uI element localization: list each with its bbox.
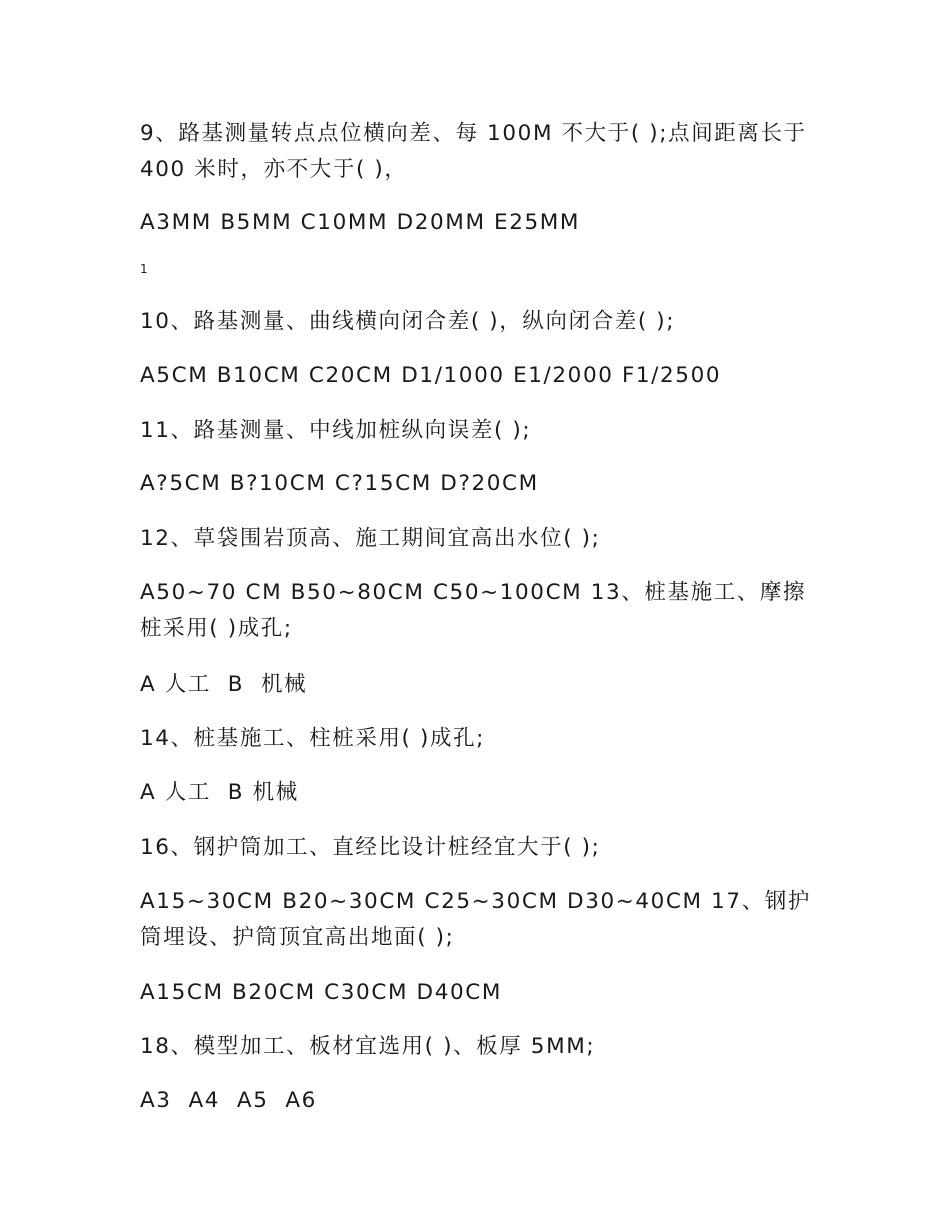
answer-options-16-question-17: A15~30CM B20~30CM C25~30CM D30~40CM 17、钢护筒埋设、护筒顶宜高出地面( ); [140, 889, 811, 950]
question-18: 18、模型加工、板材宜选用( )、板厚 5MM; [140, 1034, 596, 1059]
question-9: 9、路基测量转点点位横向差、每 100M 不大于( );点间距离长于 400 米时，亦不大于( )， [140, 121, 807, 182]
page-number: 1 [140, 262, 148, 276]
question-12: 12、草袋围岩顶高、施工期间宜高出水位( ); [140, 526, 601, 551]
question-16: 16、钢护筒加工、直经比设计桩经宜大于( ); [140, 835, 601, 860]
answer-options-11: A?5CM B?10CM C?15CM D?20CM [140, 471, 539, 496]
question-11: 11、路基测量、中线加桩纵向误差( ); [140, 418, 532, 443]
answer-options-9: A3MM B5MM C10MM D20MM E25MM [140, 210, 581, 235]
answer-options-14: A 人工 B 机械 [140, 780, 299, 805]
answer-options-18: A3 A4 A5 A6 [140, 1088, 317, 1113]
answer-options-12-question-13: A50~70 CM B50~80CM C50~100CM 13、桩基施工、摩擦桩采用( )成孔; [140, 580, 807, 641]
answer-options-17: A15CM B20CM C30CM D40CM [140, 980, 503, 1005]
answer-options-10: A5CM B10CM C20CM D1/1000 E1/2000 F1/2500 [140, 363, 722, 388]
question-10: 10、路基测量、曲线横向闭合差( )，纵向闭合差( ); [140, 309, 676, 334]
answer-options-13: A 人工 B 机械 [140, 672, 308, 697]
question-14: 14、桩基施工、柱桩采用( )成孔; [140, 726, 486, 751]
